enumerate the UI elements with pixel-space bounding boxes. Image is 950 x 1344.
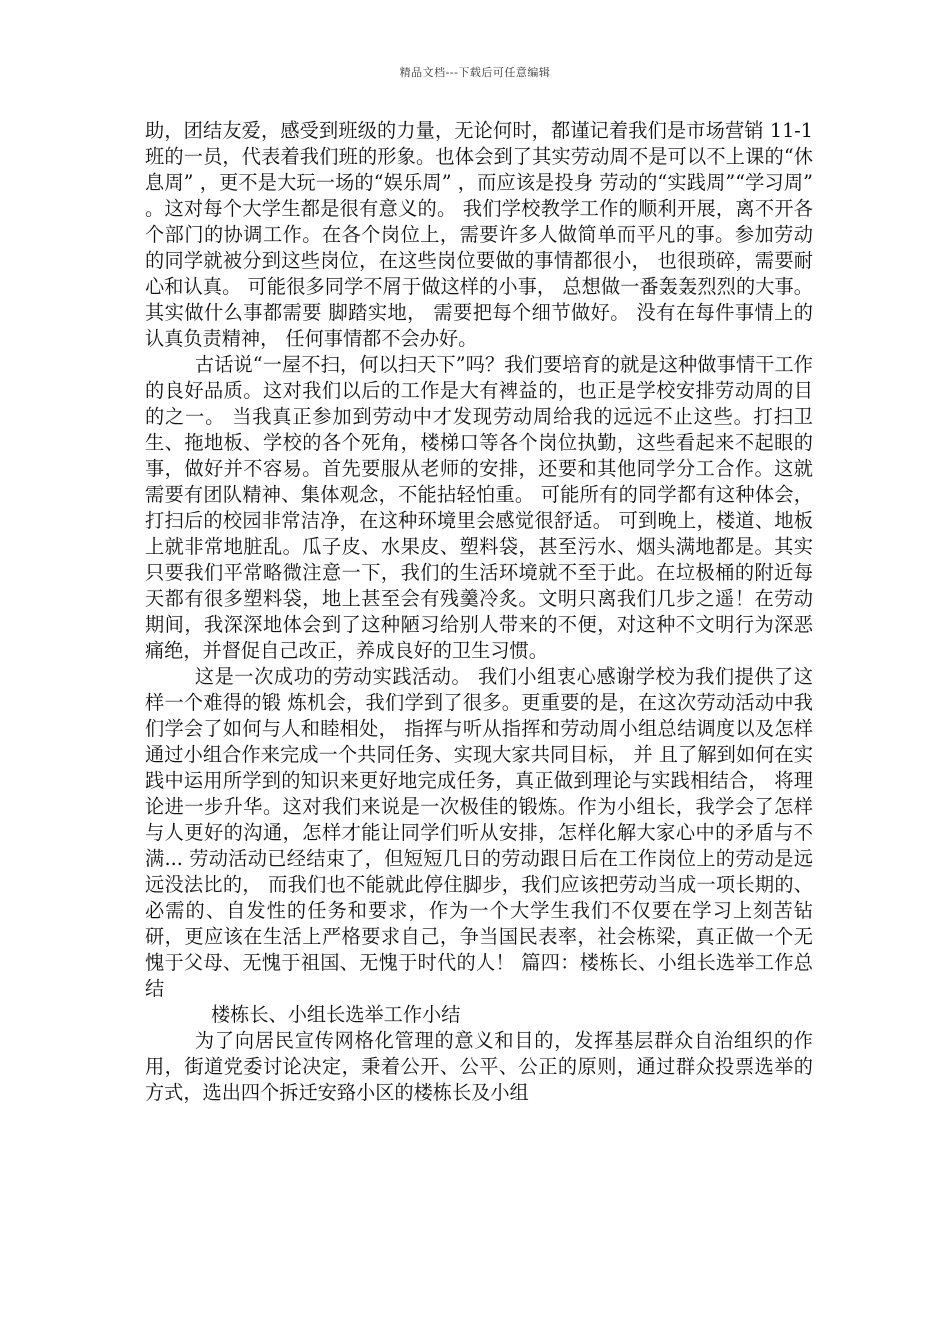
page-header: 精品文档---下载后可任意编辑	[399, 66, 551, 79]
paragraph-1: 助，团结友爱，感受到班级的力量，无论何时，都谨记着我们是市场营销 11-1 班的一员，代表着我们班的形象。也体会到了其实劳动周不是可以不上课的“休息周” ，更不是大玩一场的“娱乐周” ，而应该是投身 劳动的“实践周”“学习周” 。这对每个大学生都是很有意义的。 我们学校教学工作的顺利开展，离不开各个部门的协调工作。在各个岗位上，需要许多人做简单而平凡的事。参加劳动的同学就被分到这些岗位，在这些岗位要做的事情都很小， 也很琐碎，需要耐心和认真。 可能很多同学不屑于做这样的小事， 总想做一番轰轰烈烈的大事。 其实做什么事都需要 脚踏实地， 需要把每个细节做好。 没有在每件事情上的认真负责精神， 任何事情都不会办好。	[145, 119, 813, 350]
section-title: 楼栋长、小组长选举工作小结	[211, 1003, 461, 1026]
document-body	[145, 118, 813, 1106]
paragraph-2: 古话说“一屋不扫，何以扫天下”吗？我们要培育的就是这种做事情干工作的良好品质。这对我们以后的工作是大有裨益的，也正是学校安排劳动周的目的之一。 当我真正参加到劳动中才发现劳动周给我的远远不止这些。打扫卫生、拖地板、学校的各个死角，楼梯口等各个岗位执勤，这些看起来不起眼的事，做好并不容易。首先要服从老师的安排，还要和其他同学分工合作。这就需要有团队精神、集体观念，不能拈轻怕重。 可能所有的同学都有这种体会，打扫后的校园非常洁净，在这种环境里会感觉很舒适。 可到晚上，楼道、地板上就非常地脏乱。瓜子皮、水果皮、塑料袋，甚至污水、烟头满地都是。其实只要我们平常略微注意一下，我们的生活环境就不至于此。在垃极桶的附近每天都有很多塑料袋，地上甚至会有残羹冷炙。文明只离我们几步之遥！在劳动期间，我深深地体会到了这种陋习给别人带来的不便，对这种不文明行为深恶痛绝，并督促自己改正，养成良好的卫生习惯。	[145, 353, 813, 662]
paragraph-4: 为了向居民宣传网格化管理的意义和目的，发挥基层群众自治组织的作用，街道党委讨论决定，秉着公开、公平、公正的原则，通过群众投票选举的方式，选出四个拆迁安臵小区的楼栋长及小组	[145, 1029, 813, 1104]
paragraph-3: 这是一次成功的劳动实践活动。 我们小组衷心感谢学校为我们提供了这样一个难得的锻 炼机会，我们学到了很多。更重要的是，在这次劳动活动中我们学会了如何与人和睦相处， 指挥与听从指挥和劳动周小组总结调度以及怎样通过小组合作来完成一个共同任务、实现大家共同目标， 并 且了解到如何在实践中运用所学到的知识来更好地完成任务，真正做到理论与实践相结合， 将理论进一步升华。这对我们来说是一次极佳的锻炼。作为小组长，我学会了怎样与人更好的沟通，怎样才能让同学们听从安排，怎样化解大家心中的矛盾与不满... 劳动活动已经结束了，但短短几日的劳动跟日后在工作岗位上的劳动是远远没法比的， 而我们也不能就此停住脚步，我们应该把劳动当成一项长期的、必需的、自发性的任务和要求，作为一个大学生我们不仅要在学习上刻苦钻研，更应该在生活上严格要求自己，争当国民表率，社会栋梁，真正做一个无愧于父母、无愧于祖国、无愧于时代的人！ 篇四：楼栋长、小组长选举工作总结	[145, 665, 813, 1000]
